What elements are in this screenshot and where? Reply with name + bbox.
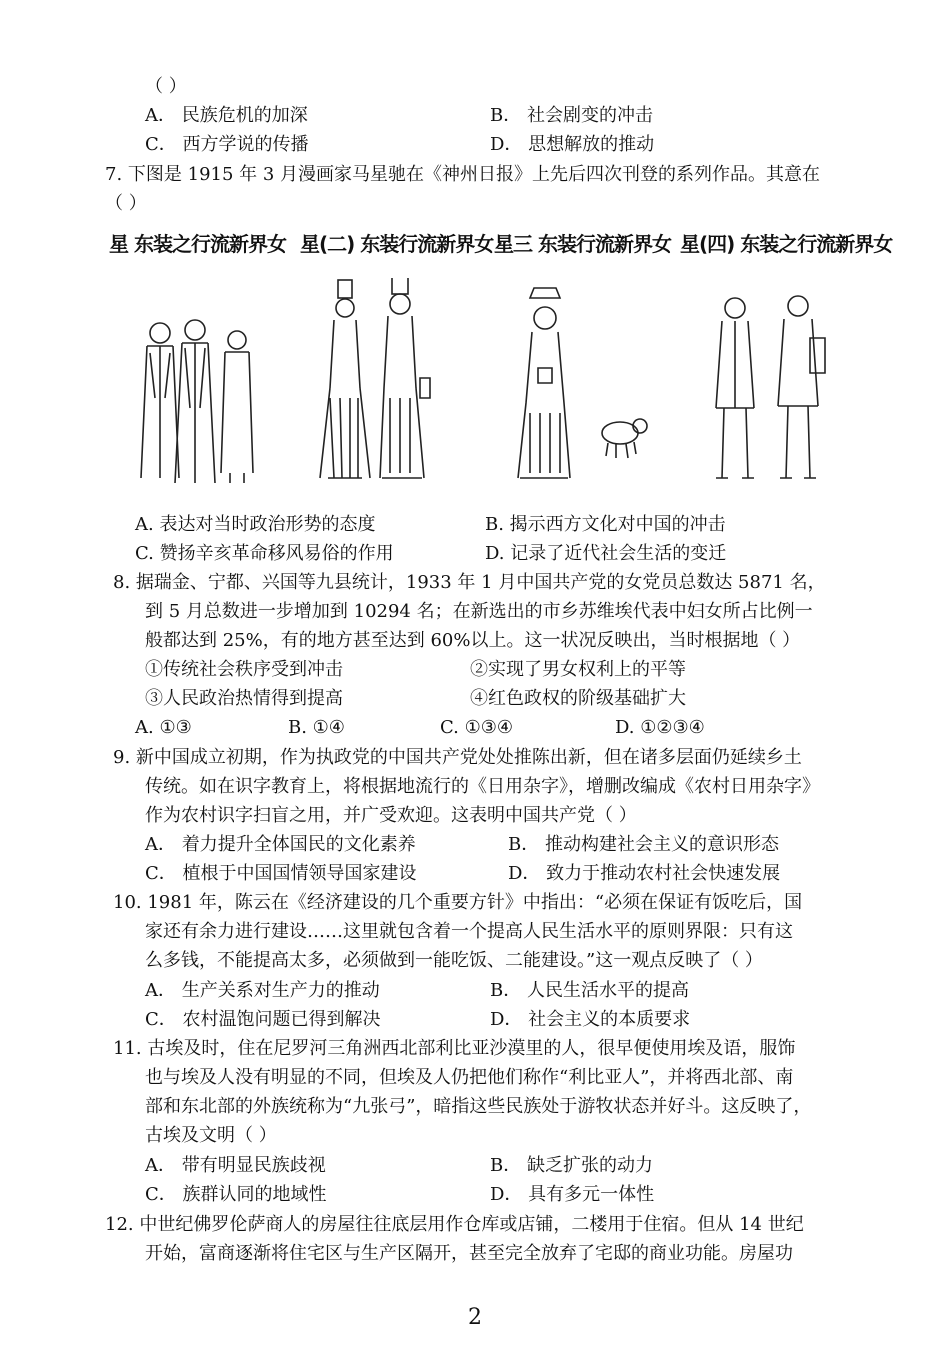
q11-stem-line-1: 11. 古埃及时，住在尼罗河三角洲西北部利比亚沙漠里的人，很早便使用埃及语，服饰 [113,1038,796,1059]
comic-caption-2: 星(二) 东装行流新界女 [300,232,494,256]
q6-option-d: D． 思想解放的推动 [490,134,655,155]
page-number: 2 [468,1305,482,1330]
comic-caption-1: 星 东装之行流新界女 [109,232,286,256]
comic-illustration-1-icon [105,278,290,488]
q10-option-b: B． 人民生活水平的提高 [490,980,689,1001]
q8-item-1: ①传统社会秩序受到冲击 [145,659,343,680]
q6-answer-bracket: （ ） [145,76,187,97]
q7-option-a: A. 表达对当时政治形势的态度 [135,514,376,535]
q12-stem-line-1: 12. 中世纪佛罗伦萨商人的房屋往往底层用作仓库或店铺，二楼用于住宿。但从 14 世纪 [105,1214,804,1235]
comic-panel-4 [680,228,893,498]
comic-illustration-3-icon [490,278,675,488]
q10-option-c: C． 农村温饱问题已得到解决 [145,1009,381,1030]
q11-stem-line-2: 也与埃及人没有明显的不同，但埃及人仍把他们称作“利比亚人”，并将西北部、南 [145,1067,794,1088]
q10-option-d: D． 社会主义的本质要求 [490,1009,691,1030]
q9-option-b: B． 推动构建社会主义的意识形态 [508,834,779,855]
q10-option-a: A． 生产关系对生产力的推动 [145,980,380,1001]
q8-stem-line-3: 般都达到 25%，有的地方甚至达到 60%以上。这一状况反映出，当时根据地（ ） [145,630,801,651]
q9-option-d: D． 致力于推动农村社会快速发展 [508,863,781,884]
q8-stem-line-1: 8. 据瑞金、宁都、兴国等九县统计，1933 年 1 月中国共产党的女党员总数达 5871 名， [113,572,826,593]
q9-option-a: A． 着力提升全体国民的文化素养 [145,834,416,855]
comic-caption-3: 星三 东装行流新界女 [494,232,671,256]
q11-option-d: D． 具有多元一体性 [490,1184,655,1205]
q7-comic-strip [105,228,893,498]
q10-stem-line-2: 家还有余力进行建设……这里就包含着一个提高人民生活水平的原则界限：只有这 [145,921,793,942]
q8-item-2: ②实现了男女权利上的平等 [470,659,686,680]
q9-stem-line-3: 作为农村识字扫盲之用，并广受欢迎。这表明中国共产党（ ） [145,805,637,826]
comic-panel-2 [300,228,494,498]
comic-illustration-2-icon [300,278,485,488]
q8-option-c: C. ①③④ [440,717,513,738]
q10-stem-line-3: 么多钱，不能提高太多，必须做到一能吃饭、二能建设。”这一观点反映了（ ） [145,950,763,971]
q8-option-b: B. ①④ [288,717,345,738]
q7-stem-line-1: 7. 下图是 1915 年 3 月漫画家马星驰在《神州日报》上先后四次刊登的系列作品。其意在 [105,164,821,185]
q8-stem-line-2: 到 5 月总数进一步增加到 10294 名；在新选出的市乡苏维埃代表中妇女所占比例一 [145,601,813,622]
q11-stem-line-3: 部和东北部的外族统称为“九张弓”，暗指这些民族处于游牧状态并好斗。这反映了， [145,1096,812,1117]
q8-option-d: D. ①②③④ [615,717,705,738]
q7-option-c: C. 赞扬辛亥革命移风易俗的作用 [135,543,394,564]
q8-item-3: ③人民政治热情得到提高 [145,688,343,709]
q6-option-b: B． 社会剧变的冲击 [490,105,653,126]
q7-option-d: D. 记录了近代社会生活的变迁 [485,543,727,564]
q9-option-c: C． 植根于中国国情领导国家建设 [145,863,417,884]
comic-caption-4: 星(四) 东装之行流新界女 [680,232,893,256]
q9-stem-line-2: 传统。如在识字教育上，将根据地流行的《日用杂字》，增删改编成《农村日用杂字》 [145,776,820,797]
q6-option-a: A． 民族危机的加深 [145,105,308,126]
q8-option-a: A. ①③ [135,717,192,738]
q8-item-4: ④红色政权的阶级基础扩大 [470,688,686,709]
q7-stem-line-2: （ ） [105,193,147,214]
q7-option-b: B. 揭示西方文化对中国的冲击 [485,514,726,535]
comic-illustration-4-icon [680,278,865,488]
q9-stem-line-1: 9. 新中国成立初期，作为执政党的中国共产党处处推陈出新，但在诸多层面仍延续乡土 [113,747,802,768]
q11-option-c: C． 族群认同的地域性 [145,1184,327,1205]
q12-stem-line-2: 开始，富商逐渐将住宅区与生产区隔开，甚至完全放弃了宅邸的商业功能。房屋功 [145,1243,793,1264]
q6-option-c: C． 西方学说的传播 [145,134,309,155]
q11-stem-line-4: 古埃及文明（ ） [145,1125,277,1146]
q10-stem-line-1: 10. 1981 年，陈云在《经济建设的几个重要方针》中指出：“必须在保证有饭吃后，国 [113,892,803,913]
comic-panel-1 [105,228,290,498]
q11-option-b: B． 缺乏扩张的动力 [490,1155,653,1176]
q11-option-a: A． 带有明显民族歧视 [145,1155,326,1176]
comic-panel-3 [490,228,675,498]
